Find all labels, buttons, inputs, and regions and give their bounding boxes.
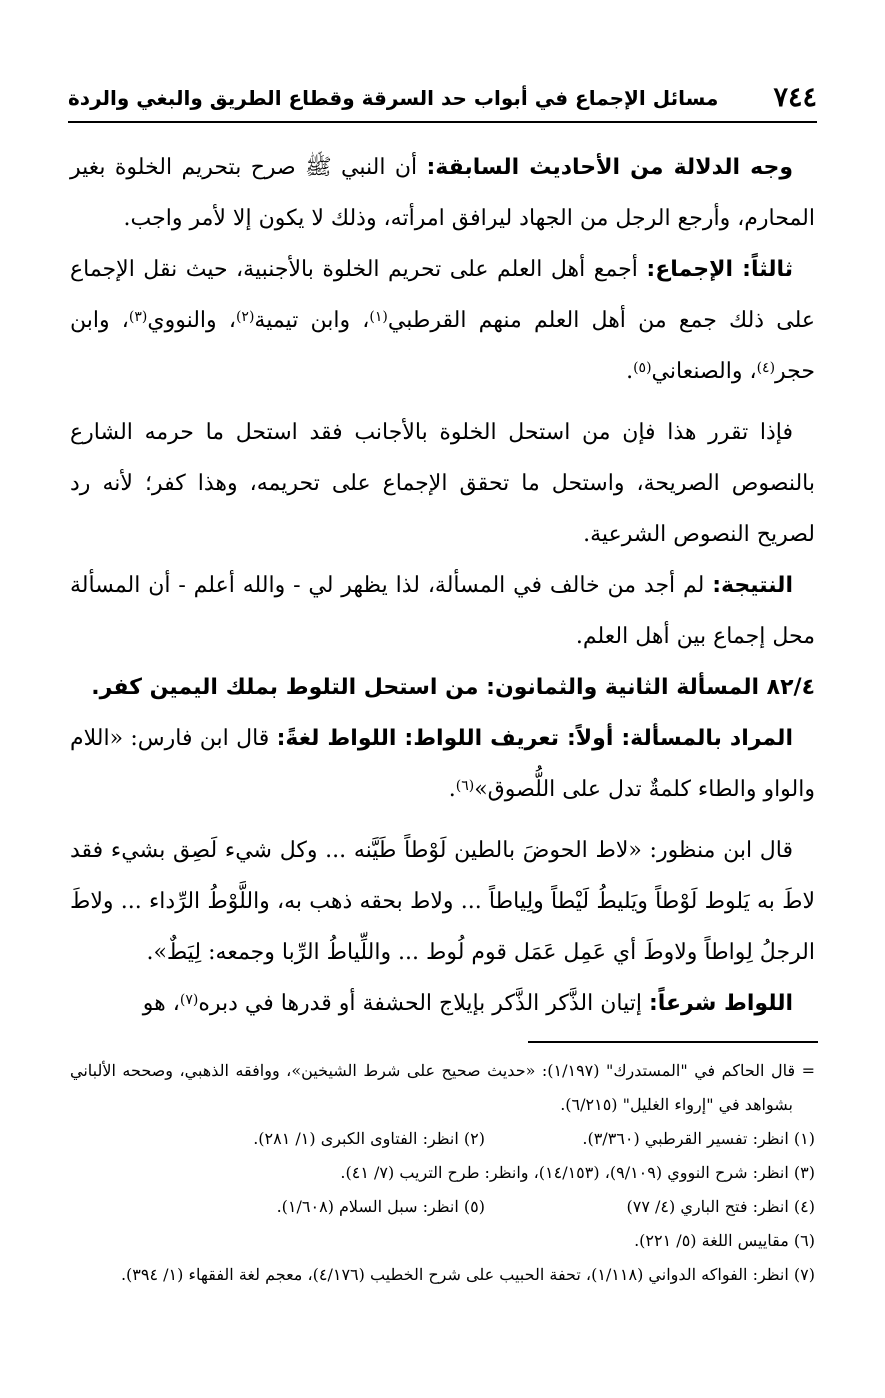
- footnote-1: (١) انظر: تفسير القرطبي (٣/٣٦٠).: [582, 1129, 815, 1148]
- result-text: لم أجد من خالف في المسألة، لذا يظهر لي - والله أعلم - أن المسألة محل إجماع بين أهل العلم.: [70, 573, 815, 649]
- definition-text: قال ابن فارس: «اللام والواو والطاء كلمةٌ تدل على اللُّصوق»: [70, 726, 815, 802]
- footnote-6: (٦) مقاييس اللغة (٥/ ٢٢١).: [634, 1231, 815, 1250]
- header-rule: [68, 121, 817, 123]
- issue-title: ٨٢/٤ المسألة الثانية والثمانون: من استحل التلوط بملك اليمين كفر.: [91, 675, 815, 700]
- legal-text: إتيان الذَّكر الذَّكر بإيلاج الحشفة أو قدرها في دبره: [198, 991, 649, 1016]
- evidence-text: أن النبي ﷺ صرح بتحريم الخلوة بغير المحارم، وأرجع الرجل من الجهاد ليرافق امرأته، وذلك لا يكون إلا لأمر واجب.: [70, 155, 815, 231]
- paragraph-ibn-manzur: [70, 825, 815, 978]
- paragraph-definition: [70, 713, 815, 815]
- definition-heading: المراد بالمسألة: أولاً: تعريف اللواط:: [404, 726, 793, 751]
- footnote-ref-1[interactable]: (١): [369, 309, 388, 325]
- linguistic-heading: اللواط لغةً:: [276, 726, 405, 751]
- footnote-row: [70, 1122, 815, 1156]
- paragraph-result: [70, 560, 815, 662]
- evidence-heading: وجه الدلالة من الأحاديث السابقة:: [426, 155, 793, 180]
- footnote-continuation: = قال الحاكم في "المستدرك" (١/١٩٧): «حديث صحيح على شرط الشيخين»، ووافقه الذهبي، وصححه الألباني بشواهد في "إرواء الغليل" (٦/٢١٥).: [70, 1061, 816, 1114]
- consensus-text: ، والنووي: [147, 308, 236, 333]
- legal-heading: اللواط شرعاً:: [648, 991, 793, 1016]
- page-header: [68, 74, 817, 114]
- consensus-text: أجمع أهل العلم على تحريم الخلوة بالأجنبية، حيث نقل الإجماع على ذلك جمع من أهل العلم منهم القرطبي: [70, 257, 815, 333]
- ibn-manzur-text: قال ابن منظور: «لاط الحوضَ بالطين لَوْطاً طَيَّنه ... وكل شيء لَصِق بشيء فقد لاطَ به يَلوط لَوْطاً ويَليطُ لَيْطاً ولِياطاً ... ولاط بحقه ذهب به، واللَّوْطُ الرِّداء ... ولاطَ الرجلُ لِواطاً ولاوطَ أي عَمِل عَمَل قوم لُوط ... واللِّياطُ الرِّبا وجمعه: لِيَطٌ».: [70, 838, 815, 965]
- footnote-7: (٧) انظر: الفواكه الدواني (١/١١٨)، تحفة الحبيب على شرح الخطيب (٤/١٧٦)، معجم لغة الفقهاء (١/ ٣٩٤).: [120, 1265, 815, 1284]
- legal-text: ، هو: [142, 991, 180, 1016]
- conclusion-text: فإذا تقرر هذا فإن من استحل الخلوة بالأجانب فقد استحل ما حرمه الشارع بالنصوص الصريحة، واستحل ما تحقق الإجماع على تحريمه، وهذا كفر؛ لأنه رد لصريح النصوص الشرعية.: [70, 420, 815, 547]
- consensus-text: ، وابن تيمية: [254, 308, 370, 333]
- footnote-ref-4[interactable]: (٤): [756, 360, 776, 376]
- running-title: مسائل الإجماع في أبواب حد السرقة وقطاع الطريق والبغي والردة: [68, 86, 719, 110]
- footnote-ref-2[interactable]: (٢): [235, 309, 255, 325]
- consensus-heading: ثالثاً: الإجماع:: [646, 257, 793, 282]
- footnote-3: (٣) انظر: شرح النووي (٩/١٠٩)، (١٤/١٥٣)، وانظر: طرح التريب (٧/ ٤١).: [340, 1163, 815, 1182]
- page-number: ٧٤٤: [773, 82, 817, 113]
- footnote-5: (٥) انظر: سبل السلام (١/٦٠٨).: [276, 1197, 485, 1216]
- footnote-2: (٢) انظر: الفتاوى الكبرى (١/ ٢٨١).: [253, 1129, 485, 1148]
- paragraph-consensus: [70, 244, 815, 397]
- footnote-ref-6[interactable]: (٦): [455, 778, 475, 794]
- paragraph-evidence: [70, 142, 815, 244]
- paragraph-legal-definition: [70, 978, 815, 1029]
- result-heading: النتيجة:: [712, 573, 793, 598]
- footnotes: [70, 1054, 815, 1292]
- consensus-text: .: [626, 359, 634, 384]
- footnote-ref-5[interactable]: (٥): [633, 360, 652, 376]
- footnote-ref-7[interactable]: (٧): [179, 992, 199, 1008]
- footnote-ref-3[interactable]: (٣): [128, 309, 148, 325]
- issue-heading: [70, 662, 815, 713]
- footnote-row: [70, 1190, 815, 1224]
- paragraph-conclusion: [70, 407, 815, 560]
- consensus-text: ، وابن حجر: [70, 308, 815, 384]
- footnote-4: (٤) انظر: فتح الباري (٤/ ٧٧): [626, 1197, 815, 1216]
- consensus-text: ، والصنعاني: [651, 359, 757, 384]
- definition-text: .: [448, 777, 456, 802]
- footnote-rule: [528, 1041, 818, 1043]
- main-text: [70, 142, 815, 1029]
